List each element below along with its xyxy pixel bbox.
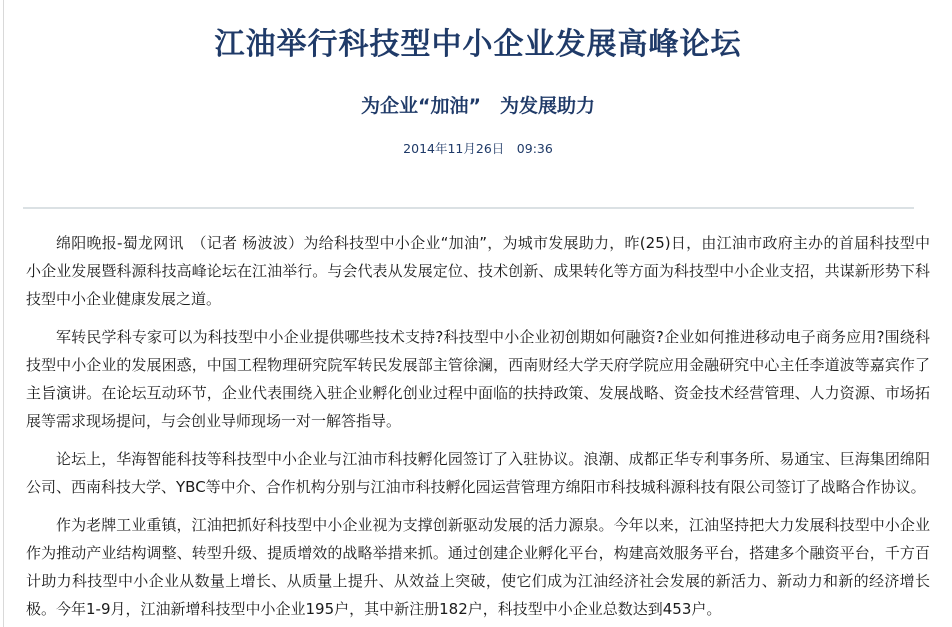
article-title: 江油举行科技型中小企业发展高峰论坛 [214, 27, 742, 62]
article-paragraph-4: 作为老牌工业重镇，江油把抓好科技型中小企业视为支撑创新驱动发展的活力源泉。今年以来，江油坚持把大力发展科技型中小企业作为推动产业结构调整、转型升级、提质增效的战略举措来抓。通过创建企业孵化平台，构建高效服务平台，搭建多个融资平台，千方百计助力科技型中小企业从数量上增长、从质量上提升、从效益上突破，使它们成为江油经济社会发展的新活力、新动力和新的经济增长极。今年1-9月，江油新增科技型中小企业195户，其中新注册182户，科技型中小企业总数达到453户。 [26, 516, 930, 618]
article-paragraph-1: 绵阳晚报-蜀龙网讯 （记者 杨波波）为给科技型中小企业“加油”，为城市发展助力，昨(25)日，由江油市政府主办的首届科技型中小企业发展暨科源科技高峰论坛在江油举行。与会代表从发展定位、技术创新、成果转化等方面为科技型中小企业支招，共谋新形势下科技型中小企业健康发展之道。 [26, 234, 930, 308]
article-body [4, 209, 952, 623]
article-subtitle: 为企业“加油” 为发展助力 [361, 95, 595, 117]
article-date: 2014年11月26日 09:36 [403, 141, 553, 156]
article-paragraph-3: 论坛上，华海智能科技等科技型中小企业与江油市科技孵化园签订了入驻协议。浪潮、成都正华专利事务所、易通宝、巨海集团绵阳公司、西南科技大学、YBC等中介、合作机构分别与江油市科技孵化园运营管理方绵阳市科技城科源科技有限公司签订了战略合作协议。 [26, 450, 930, 496]
article-header [4, 0, 952, 156]
article-page [3, 0, 952, 627]
article-paragraph-2: 军转民学科专家可以为科技型中小企业提供哪些技术支持?科技型中小企业初创期如何融资?企业如何推进移动电子商务应用?围绕科技型中小企业的发展困惑，中国工程物理研究院军转民发展部主管徐澜，西南财经大学天府学院应用金融研究中心主任李道波等嘉宾作了主旨演讲。在论坛互动环节，企业代表围绕入驻企业孵化创业过程中面临的扶持政策、发展战略、资金技术经营管理、人力资源、市场拓展等需求现场提问，与会创业导师现场一对一解答指导。 [26, 328, 930, 430]
